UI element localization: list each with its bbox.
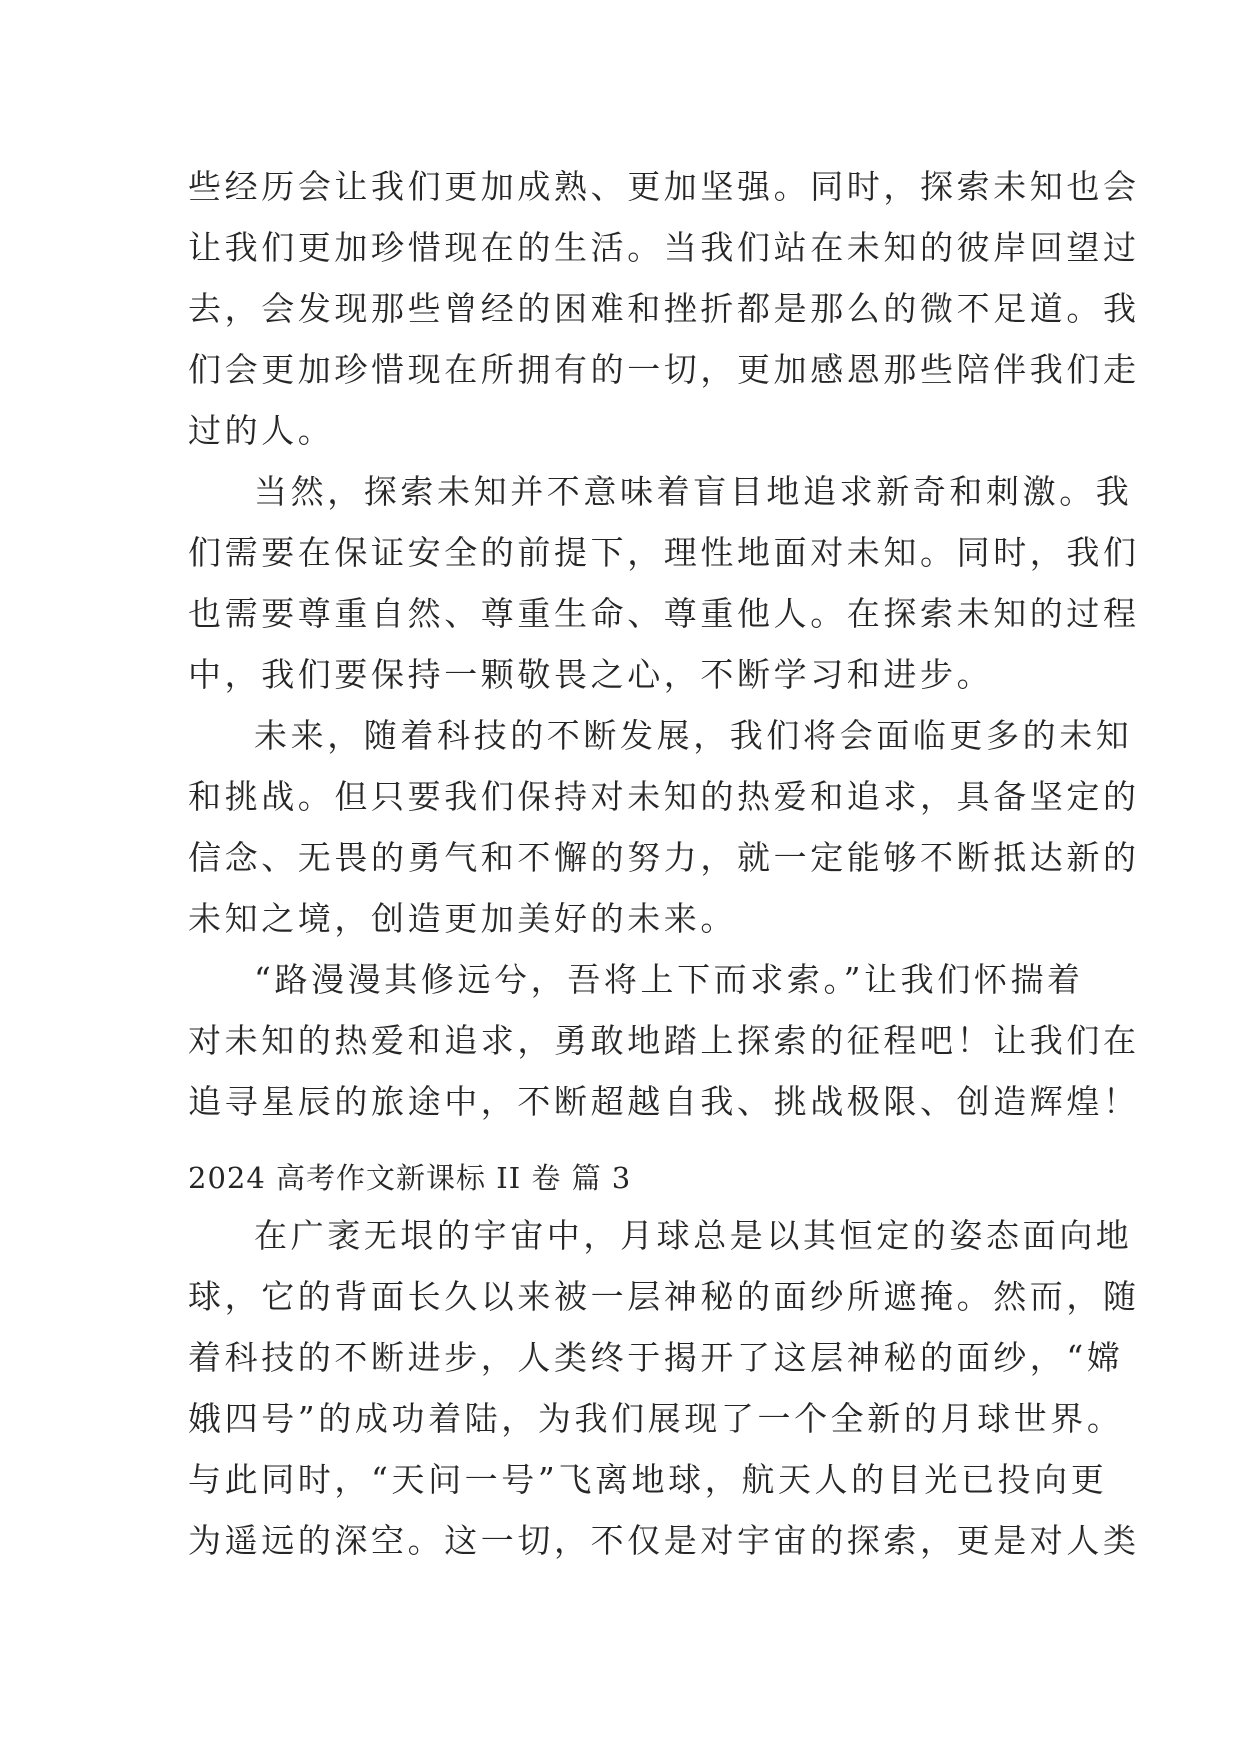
section-heading: 2024 高考作文新课标 II 卷 篇 3 bbox=[188, 1161, 632, 1195]
text-line: 与此同时，“天问一号”飞离地球，航天人的目光已投向更 bbox=[188, 1460, 1108, 1499]
body-text-bottom bbox=[188, 1205, 1140, 1571]
text-line: 未来，随着科技的不断发展，我们将会面临更多的未知 bbox=[254, 716, 1133, 755]
paragraph-1 bbox=[188, 156, 1140, 461]
text-line: 中，我们要保持一颗敬畏之心，不断学习和进步。 bbox=[188, 655, 994, 694]
paragraph-4 bbox=[188, 949, 1140, 1132]
text-line: 信念、无畏的勇气和不懈的努力，就一定能够不断抵达新的 bbox=[188, 838, 1140, 877]
text-line: 去，会发现那些曾经的困难和挫折都是那么的微不足道。我 bbox=[188, 289, 1140, 328]
text-line: 追寻星辰的旅途中，不断超越自我、挑战极限、创造辉煌！ bbox=[188, 1082, 1140, 1121]
text-line: 对未知的热爱和追求，勇敢地踏上探索的征程吧！让我们在 bbox=[188, 1021, 1140, 1060]
text-line: 球，它的背面长久以来被一层神秘的面纱所遮掩。然而，随 bbox=[188, 1277, 1140, 1316]
text-line: 过的人。 bbox=[188, 411, 335, 450]
text-line: 当然，探索未知并不意味着盲目地追求新奇和刺激。我 bbox=[254, 472, 1133, 511]
text-line: 为遥远的深空。这一切，不仅是对宇宙的探索，更是对人类 bbox=[188, 1521, 1140, 1560]
text-line: 们需要在保证安全的前提下，理性地面对未知。同时，我们 bbox=[188, 533, 1140, 572]
text-line: 娥四号”的成功着陆，为我们展现了一个全新的月球世界。 bbox=[188, 1399, 1124, 1438]
text-line: 让我们更加珍惜现在的生活。当我们站在未知的彼岸回望过 bbox=[188, 228, 1140, 267]
text-line: 着科技的不断进步，人类终于揭开了这层神秘的面纱，“嫦 bbox=[188, 1338, 1124, 1377]
text-line: 们会更加珍惜现在所拥有的一切，更加感恩那些陪伴我们走 bbox=[188, 350, 1140, 389]
text-line: 些经历会让我们更加成熟、更加坚强。同时，探索未知也会 bbox=[188, 167, 1140, 206]
text-line: 在广袤无垠的宇宙中，月球总是以其恒定的姿态面向地 bbox=[254, 1216, 1133, 1255]
paragraph-2 bbox=[188, 461, 1140, 705]
paragraph-5 bbox=[188, 1205, 1140, 1571]
text-line: “路漫漫其修远兮，吾将上下而求索。”让我们怀揣着 bbox=[254, 960, 1084, 999]
text-line: 未知之境，创造更加美好的未来。 bbox=[188, 899, 737, 938]
body-text-top bbox=[188, 156, 1140, 1132]
paragraph-3 bbox=[188, 705, 1140, 949]
text-line: 和挑战。但只要我们保持对未知的热爱和追求，具备坚定的 bbox=[188, 777, 1140, 816]
text-line: 也需要尊重自然、尊重生命、尊重他人。在探索未知的过程 bbox=[188, 594, 1140, 633]
